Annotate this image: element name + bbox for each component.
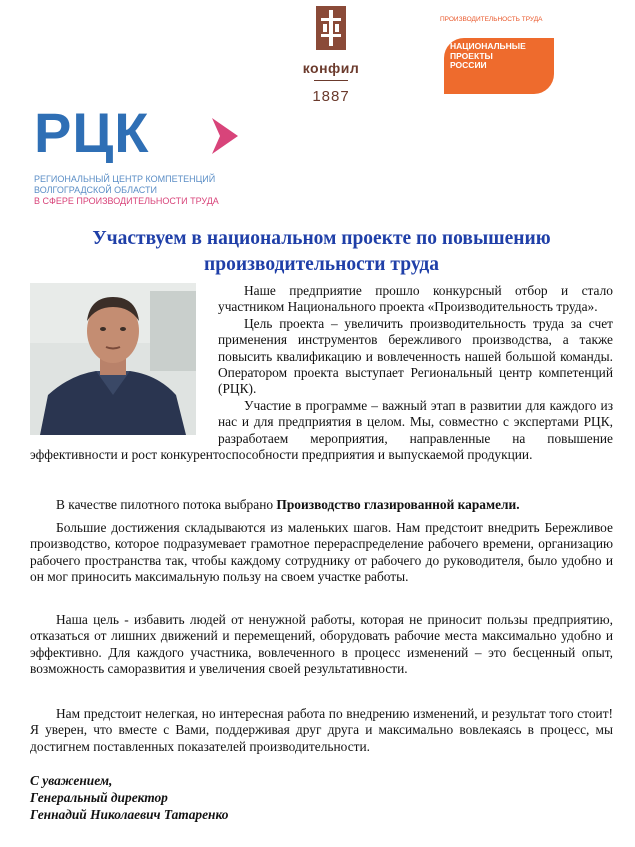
konfil-emblem-icon <box>316 6 346 50</box>
paragraph-1: Наше предприятие прошло конкурсный отбор и стало участником Национального проекта «Производительность труда». <box>218 283 613 315</box>
rck-line2: ВОЛГОГРАДСКОЙ ОБЛАСТИ <box>34 185 157 195</box>
lead-text <box>30 283 613 463</box>
paragraph-1b: Цель проекта – увеличить производительность труда за счет применения инструментов бережливого производства, а также повысить квалификацию и вовлеченность нашей большой команды. Оператором проекта выступает Региональный центр компетенций (РЦК). <box>218 315 613 397</box>
rck-line1: РЕГИОНАЛЬНЫЙ ЦЕНТР КОМПЕТЕНЦИЙ <box>34 174 216 184</box>
konfil-name: конфил <box>302 60 360 76</box>
national-projects-label: НАЦИОНАЛЬНЫЕ ПРОЕКТЫ РОССИИ <box>450 41 526 70</box>
paragraph-5: Нам предстоит нелегкая, но интересная работа по внедрению изменений, и результат того стоит! Я уверен, что вместе с Вами, поддерживая друг друга и максимально вовлекаясь в процесс, мы достигнем поставленных показателей производительности. <box>30 706 613 754</box>
paragraph-3: Большие достижения складываются из маленьких шагов. Нам предстоит внедрить Бережливое производство, которое подразумевает грамотное перераспределение рабочего времени, организацию рабочего пространства так, чтобы каждому сотруднику от рабочего до руководителя, было удобно и он мог приносить максимальную пользу на своем участке работы. <box>30 520 613 585</box>
page-title: Участвуем в национальном проекте по повышению производительности труда <box>92 228 551 275</box>
rck-logo <box>34 101 274 216</box>
signature-name: Геннадий Николаевич Татаренко <box>30 807 229 822</box>
signature <box>30 772 430 823</box>
paragraph-1c: Участие в программе – важный этап в развитии для каждого из нас и для предприятия в целом. Мы, совместно с экспертами РЦК, разработаем мероприятия, направленные на повышение эффективности и рост конкурентоспособности предприятия и выпускаемой продукции. <box>30 397 613 463</box>
national-projects-caption: ПРОИЗВОДИТЕЛЬНОСТЬ ТРУДА <box>440 16 543 23</box>
pilot-stream-name: Производство глазированной карамели. <box>276 497 520 512</box>
rck-line3: В СФЕРЕ ПРОИЗВОДИТЕЛЬНОСТИ ТРУДА <box>34 196 219 206</box>
rck-abbr: РЦК <box>34 101 150 164</box>
paragraph-pilot: В качестве пилотного потока выбрано Производство глазированной карамели. <box>56 497 520 512</box>
national-projects-logo <box>440 16 558 100</box>
konfil-year: 1887 <box>312 88 350 105</box>
konfil-logo <box>286 6 376 110</box>
chevron-right-icon <box>206 116 244 156</box>
signature-greeting: С уважением, <box>30 773 113 788</box>
signature-position: Генеральный директор <box>30 790 168 805</box>
paragraph-4: Наша цель - избавить людей от ненужной работы, которая не приносит пользы предприятию, отказаться от лишних движений и перемещений, оборудовать рабочие места максимально удобно и эффективно. Для каждого участника, вовлеченного в процесс изменений – это бесценный опыт, возможность саморазвития и увеличения своей результативности. <box>30 612 613 677</box>
